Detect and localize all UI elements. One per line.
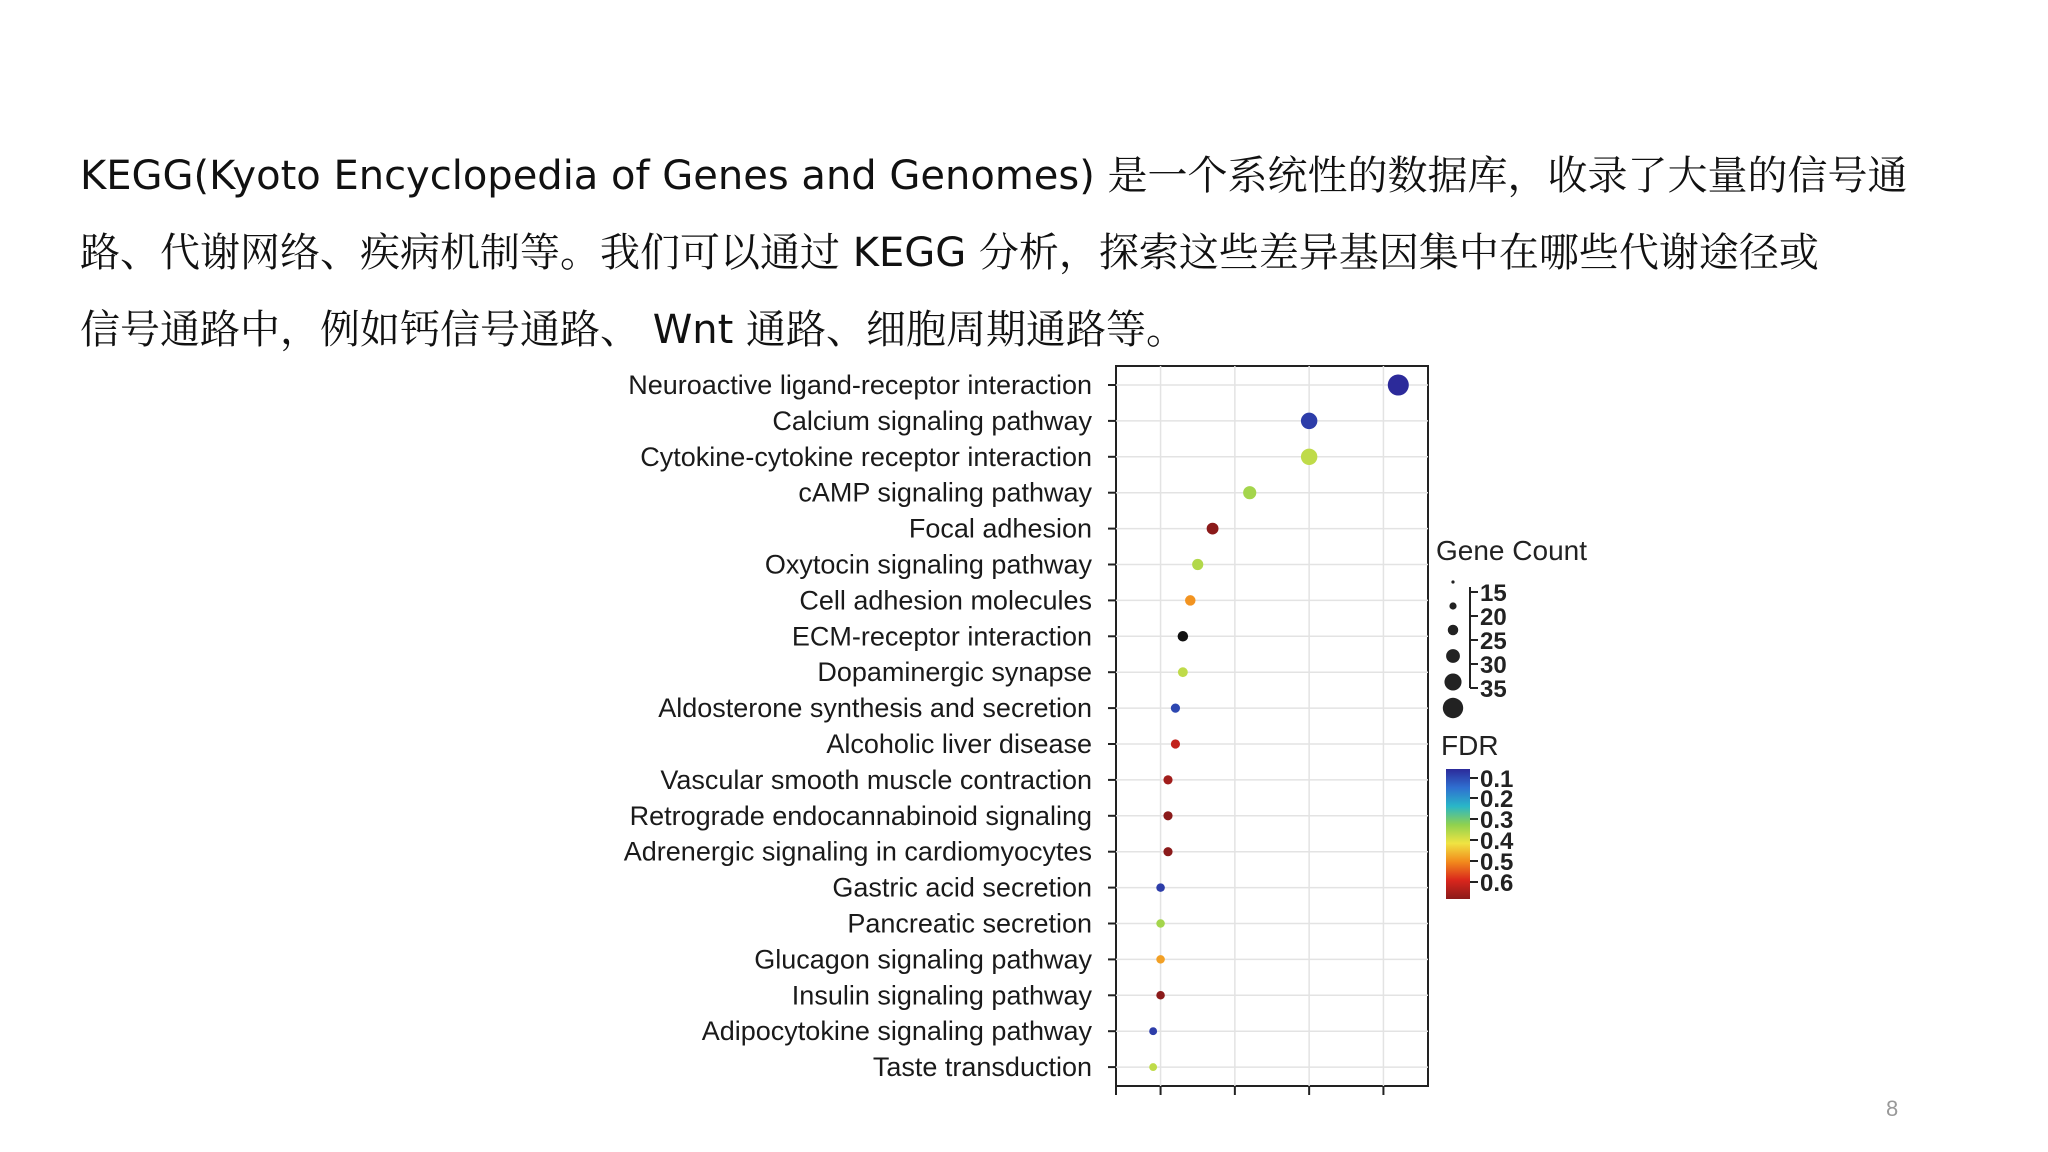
y-tick-label: Neuroactive ligand-receptor interaction (628, 370, 1092, 400)
y-tick-label: Aldosterone synthesis and secretion (658, 693, 1092, 724)
legend-size-dot (1448, 625, 1459, 636)
data-point (1156, 883, 1165, 892)
y-tick-label: Focal adhesion (908, 513, 1092, 544)
data-point (1301, 449, 1317, 465)
legend-color-bar (1446, 769, 1470, 899)
legend-size-label: 20 (1480, 604, 1507, 631)
legend-size-label: 15 (1480, 580, 1507, 607)
legend-color-label: 0.1 (1480, 766, 1514, 793)
legend-color-label: 0.4 (1480, 828, 1514, 855)
y-tick-label: Adipocytokine signaling pathway (701, 1016, 1092, 1047)
y-tick-label: Vascular smooth muscle contraction (660, 764, 1092, 795)
y-tick-label: Pancreatic secretion (847, 908, 1092, 939)
legend-size-dot (1444, 673, 1461, 690)
data-point (1156, 955, 1165, 964)
legend-size-label: 30 (1480, 652, 1507, 679)
data-point (1207, 523, 1219, 535)
data-point (1156, 991, 1165, 1000)
paragraph-line-2: 路、代谢网络、疾病机制等。我们可以通过 KEGG 分析，探索这些差异基因集中在哪些代谢途径或 (80, 230, 1819, 276)
data-point (1171, 704, 1180, 713)
data-point (1171, 739, 1180, 748)
legend-size-label: 25 (1480, 628, 1507, 655)
legend-color-label: 0.6 (1480, 870, 1514, 897)
paragraph-line-1: KEGG(Kyoto Encyclopedia of Genes and Genomes) 是一个系统性的数据库，收录了大量的信号通 (80, 153, 1908, 199)
legend-size-title: Gene Count (1436, 535, 1587, 566)
paragraph-line-3: 信号通路中，例如钙信号通路、 Wnt 通路、细胞周期通路等。 (80, 307, 1187, 353)
y-tick-label: Glucagon signaling pathway (754, 944, 1092, 975)
y-tick-label: Cytokine-cytokine receptor interaction (640, 441, 1092, 472)
y-tick-label: Alcoholic liver disease (826, 729, 1092, 759)
y-tick-label: Retrograde endocannabinoid signaling (629, 800, 1092, 831)
plot-frame (1116, 366, 1428, 1086)
y-tick-label: Oxytocin signaling pathway (764, 549, 1092, 580)
y-tick-label: Insulin signaling pathway (791, 980, 1092, 1011)
page-number: 8 (1886, 1096, 1899, 1121)
legend-color-title: FDR (1441, 730, 1499, 761)
data-point (1163, 811, 1172, 820)
data-point (1178, 667, 1188, 677)
data-point (1163, 847, 1172, 856)
data-point (1163, 775, 1172, 784)
data-point (1243, 486, 1256, 499)
data-point (1149, 1063, 1157, 1071)
legend-size-label: 35 (1480, 676, 1507, 703)
y-tick-label: Dopaminergic synapse (817, 657, 1092, 688)
data-point (1178, 631, 1189, 642)
data-point (1192, 559, 1203, 570)
legend-color-label: 0.5 (1480, 849, 1514, 876)
legend-size-dot (1451, 580, 1454, 583)
y-tick-label: Gastric acid secretion (832, 872, 1092, 903)
legend-size-dot (1449, 602, 1456, 609)
legend-size-dot (1443, 698, 1463, 718)
data-point (1156, 919, 1165, 928)
data-point (1149, 1027, 1157, 1035)
legend-color-label: 0.3 (1480, 807, 1514, 834)
y-tick-label: Cell adhesion molecules (799, 585, 1092, 616)
y-tick-label: ECM-receptor interaction (791, 621, 1092, 652)
data-point (1301, 413, 1317, 429)
legend-size-dot (1446, 649, 1460, 663)
legend-color-label: 0.2 (1480, 786, 1514, 813)
y-tick-label: Calcium signaling pathway (772, 405, 1092, 436)
y-tick-label: cAMP signaling pathway (798, 477, 1092, 508)
y-tick-label: Taste transduction (872, 1052, 1092, 1083)
data-point (1185, 595, 1196, 606)
data-point (1388, 374, 1409, 395)
y-tick-label: Adrenergic signaling in cardiomyocytes (623, 836, 1092, 867)
